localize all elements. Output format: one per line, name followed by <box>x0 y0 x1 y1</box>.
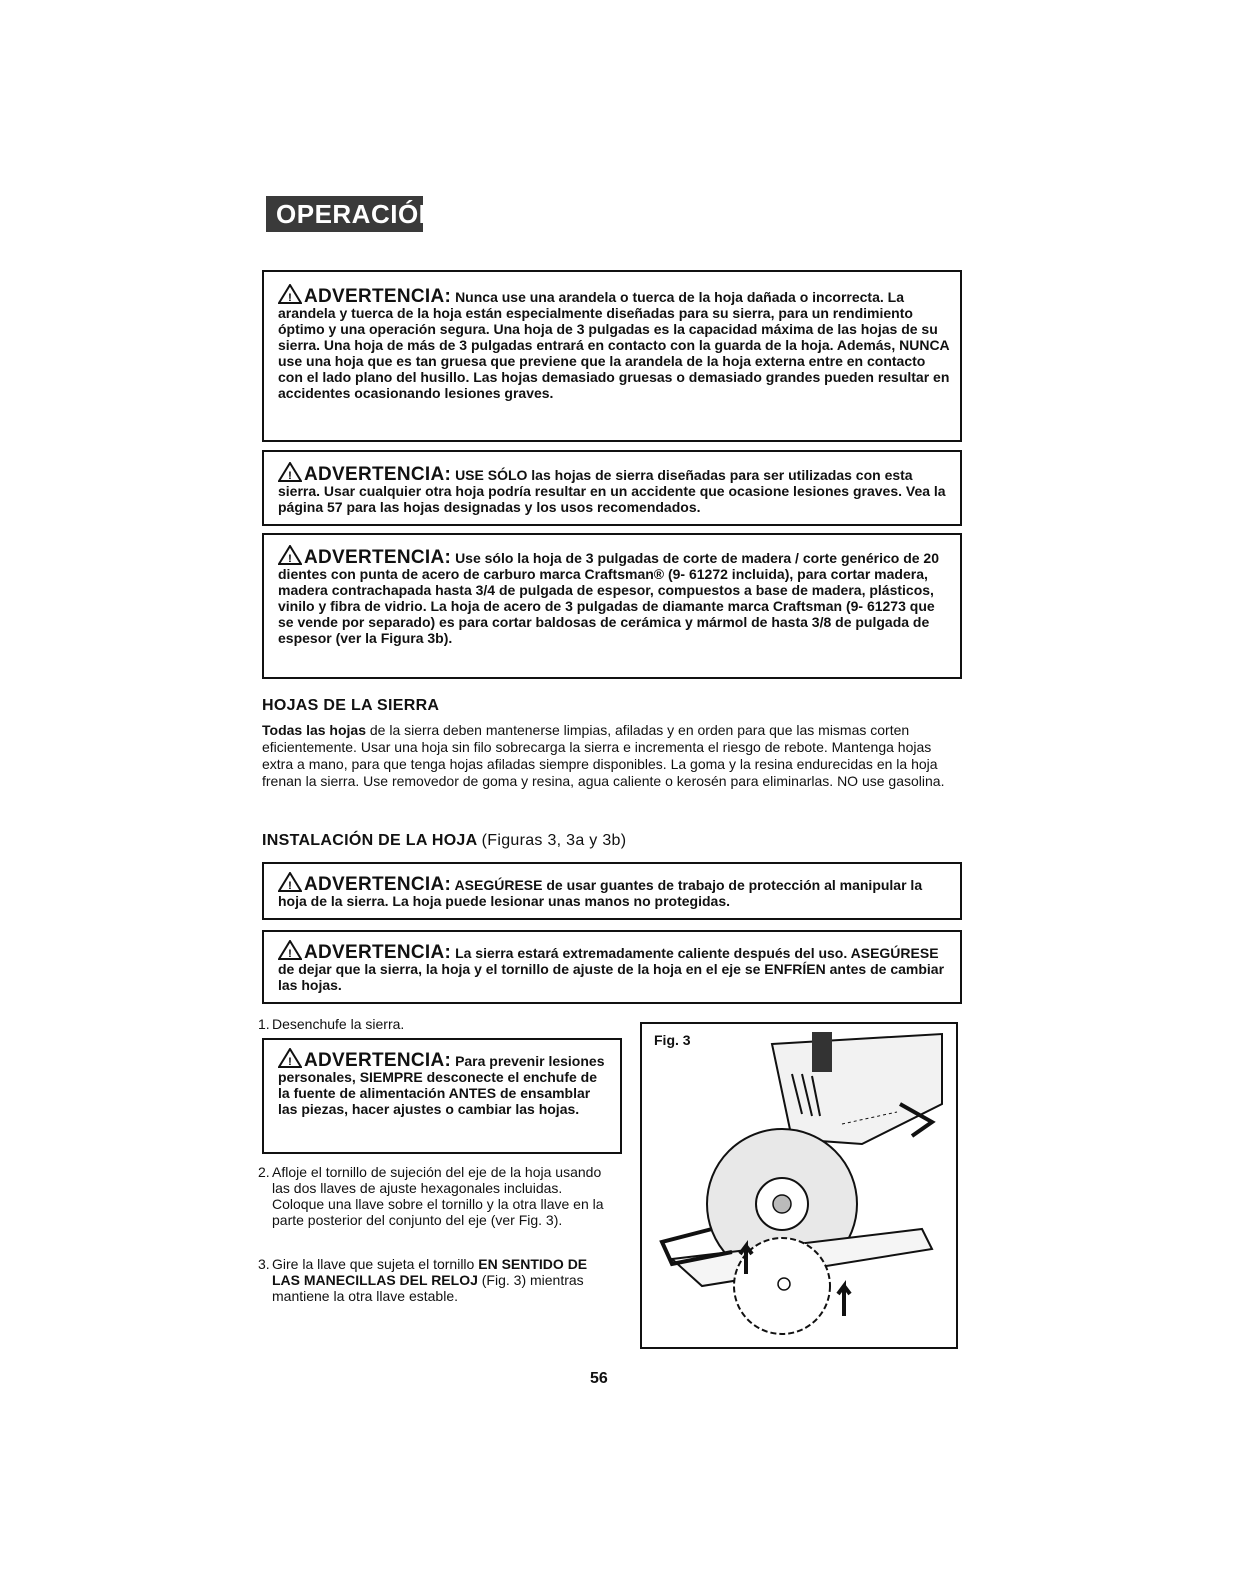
warning-box-hot-saw <box>262 930 962 1004</box>
warning-heading: ADVERTENCIA: <box>304 464 452 485</box>
blades-paragraph <box>262 722 952 790</box>
figure-label: Fig. 3 <box>654 1032 691 1048</box>
step-number: 1. <box>258 1016 270 1032</box>
warning-box-unplug <box>262 1038 622 1154</box>
warning-box-blade-type <box>262 533 962 679</box>
step-text: Afloje el tornillo de sujeción del eje de la hoja usando las dos llaves de ajuste hexagonales incluidas. Coloque una llave sobre el tornillo y la otra llave en la parte posterior del conjunto del eje (ver Fig. 3). <box>272 1164 604 1228</box>
svg-text:!: ! <box>288 1056 292 1068</box>
warning-triangle-icon <box>278 1048 302 1068</box>
step-number: 3. <box>258 1256 270 1272</box>
step-text: Desenchufe la sierra. <box>272 1016 405 1032</box>
step-number: 2. <box>258 1164 270 1180</box>
warning-box-approved-blades <box>262 450 962 526</box>
svg-text:!: ! <box>288 948 292 960</box>
section-banner: OPERACIÓN <box>266 196 423 232</box>
section-heading-installation <box>262 832 626 850</box>
page-number: 56 <box>590 1370 608 1387</box>
warning-box-washer <box>262 270 962 442</box>
step-text-a: Gire la llave que sujeta el tornillo <box>272 1256 475 1272</box>
warning-triangle-icon <box>278 284 302 304</box>
warning-triangle-icon <box>278 940 302 960</box>
section-heading-blades: HOJAS DE LA SIERRA <box>262 697 440 714</box>
warning-text: Nunca use una arandela o tuerca de la hoja dañada o incorrecta. La arandela y tuerca de la hoja están especialmente diseñadas para su sierra, para un rendimiento óptimo y una operación segura. Una hoja de 3 pulgadas es la capacidad máxima de las hojas de su sierra. Una hoja de más de 3 pulgadas entrará en contacto con la guarda de la hoja. Además, NUNCA use una hoja que es tan gruesa que previene que la arandela de la hoja externa entre en contacto con el lado plano del husillo. Las hojas demasiado gruesas o demasiado grandes pueden resultar en accidentes ocasionando lesiones graves. <box>278 289 950 401</box>
warning-heading: ADVERTENCIA: <box>304 874 452 895</box>
saw-illustration <box>642 1024 956 1347</box>
installation-heading-suffix: (Figuras 3, 3a y 3b) <box>481 832 627 849</box>
installation-heading-text: INSTALACIÓN DE LA HOJA <box>262 832 477 849</box>
step-1 <box>258 1016 618 1034</box>
warning-text: La sierra estará extremadamente caliente después del uso. ASEGÚRESE de dejar que la sierra, la hoja y el tornillo de ajuste de la hoja en el eje se ENFRÍEN antes de cambiar las hojas. <box>278 945 945 993</box>
warning-triangle-icon <box>278 545 302 565</box>
svg-text:!: ! <box>288 470 292 482</box>
warning-heading: ADVERTENCIA: <box>304 942 452 963</box>
svg-text:!: ! <box>288 553 292 565</box>
warning-text: Para prevenir lesiones personales, SIEMPRE desconecte el enchufe de la fuente de alimentación ANTES de ensamblar las piezas, hacer ajustes o cambiar las hojas. <box>278 1053 605 1117</box>
warning-triangle-icon <box>278 872 302 892</box>
step-2 <box>258 1164 618 1254</box>
warning-heading: ADVERTENCIA: <box>304 1050 452 1071</box>
step-text <box>272 1256 612 1304</box>
step-3 <box>258 1256 618 1326</box>
blades-lead: Todas las hojas <box>262 722 366 738</box>
warning-text: USE SÓLO las hojas de sierra diseñadas para ser utilizadas con esta sierra. Usar cualquier otra hoja podría resultar en un accidente que ocasione lesiones graves. Vea la página 57 para las hojas designadas y los usos recomendados. <box>278 467 946 515</box>
warning-heading: ADVERTENCIA: <box>304 286 452 307</box>
warning-triangle-icon <box>278 462 302 482</box>
figure-3 <box>640 1022 958 1349</box>
blades-text: de la sierra deben mantenerse limpias, afiladas y en orden para que las mismas corten eficientemente. Usar una hoja sin filo sobrecarga la sierra e incrementa el riesgo de rebote. Mantenga hojas extra a mano, para que tenga hojas afiladas siempre disponibles. La goma y la resina endurecidas en la hoja frenan la sierra. Use removedor de goma y resina, agua caliente o kerosén para eliminarlas. NO use gasolina. <box>262 722 945 789</box>
warning-box-gloves <box>262 862 962 920</box>
svg-text:!: ! <box>288 880 292 892</box>
step-text-b: (Fig. 3) mientras mantiene la otra llave estable. <box>272 1272 584 1304</box>
step-text-bold: EN SENTIDO DE LAS MANECILLAS DEL RELOJ <box>272 1256 588 1288</box>
svg-text:!: ! <box>288 292 292 304</box>
warning-text: ASEGÚRESE de usar guantes de trabajo de protección al manipular la hoja de la sierra. La hoja puede lesionar unas manos no protegidas. <box>278 877 923 909</box>
warning-heading: ADVERTENCIA: <box>304 547 452 568</box>
warning-text: Use sólo la hoja de 3 pulgadas de corte de madera / corte genérico de 20 dientes con punta de acero de carburo marca Craftsman® (9- 61272 incluida), para cortar madera, madera contrachapada hasta 3/4 de pulgada de espesor, compuestos a base de madera, plásticos, vinilo y fibra de vidrio. La hoja de acero de 3 pulgadas de diamante marca Craftsman (9- 61273 que se vende por separado) es para cortar baldosas de cerámica y mármol de hasta 3/8 de pulgada de espesor (ver la Figura 3b). <box>278 550 940 646</box>
